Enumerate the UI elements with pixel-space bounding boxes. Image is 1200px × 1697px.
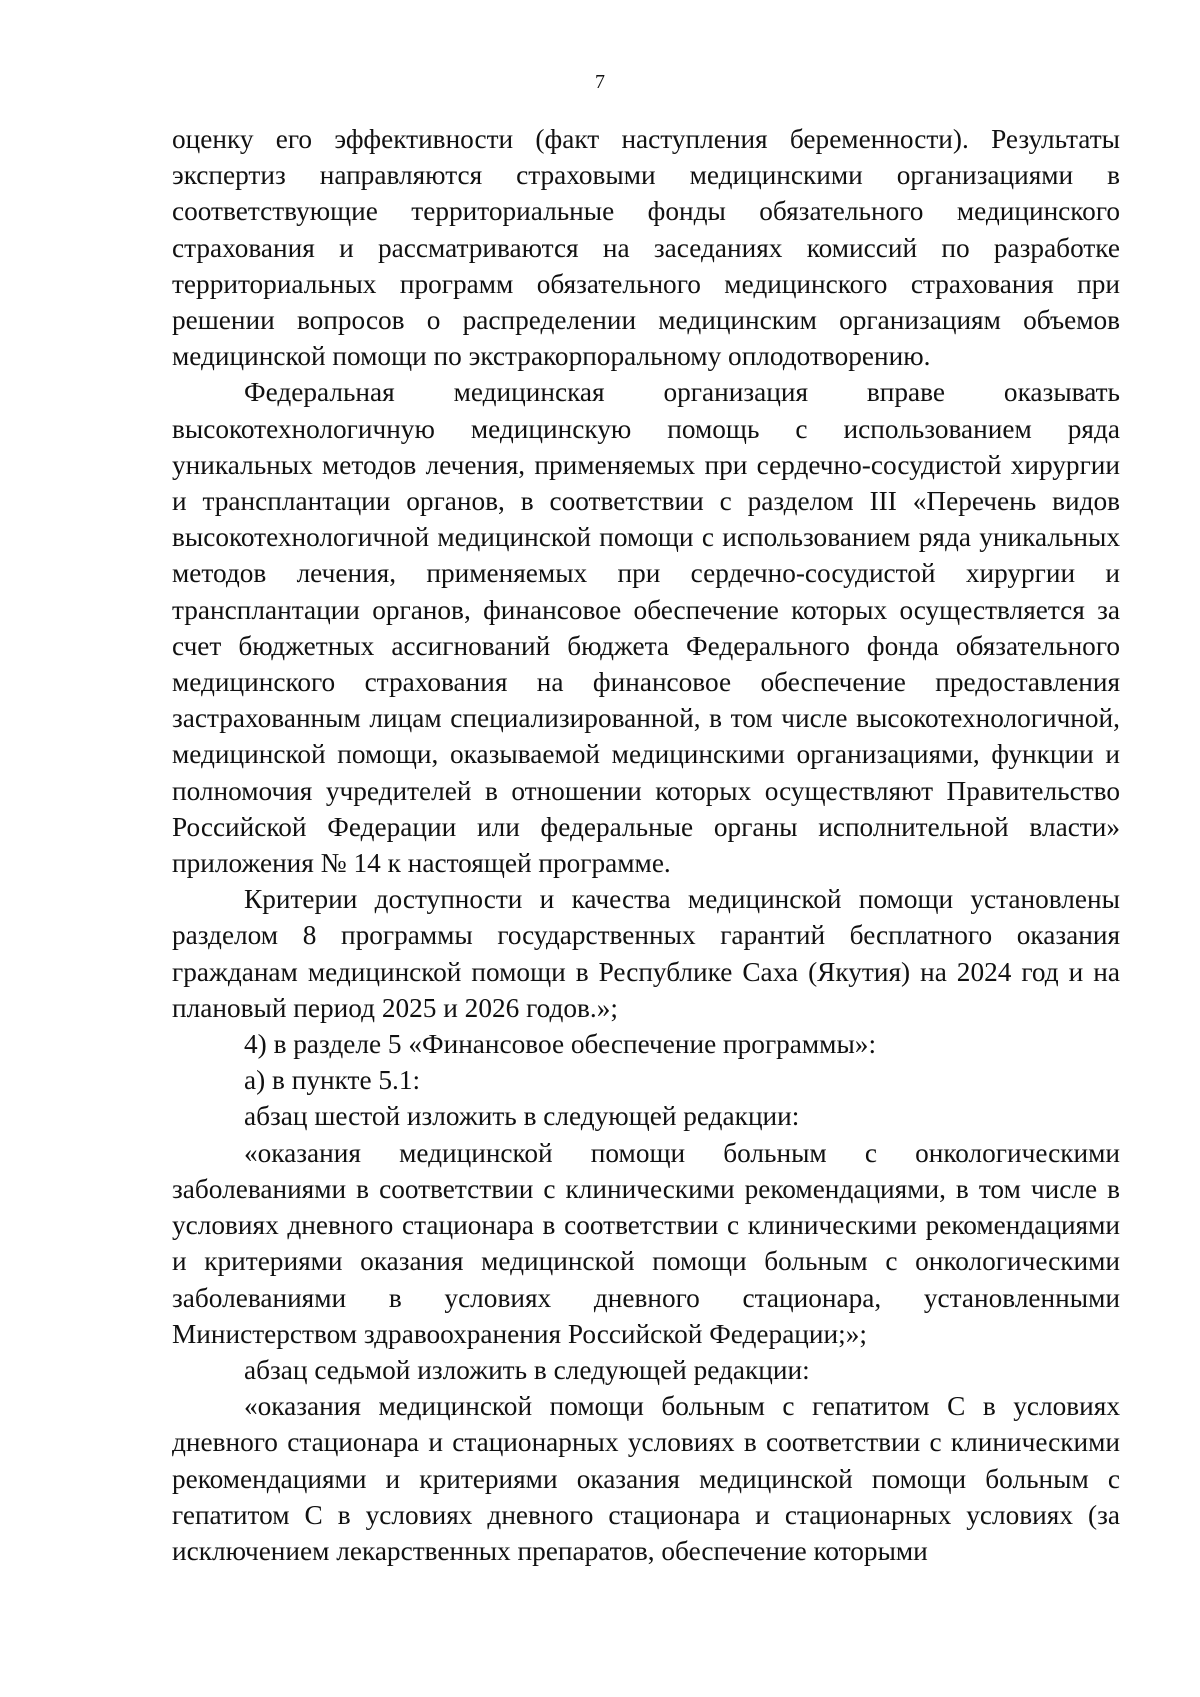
paragraph-hepatitis: «оказания медицинской помощи больным с гепатитом С в условиях дневного стационара и стационарных условиях в соответствии с клиническими рекомендациями и критериями оказания медицинской помощи больным с гепатитом С в условиях дневного стационара и стационарных условиях (за исключением лекарственных препаратов, обеспечение которыми xyxy=(172,1391,1120,1566)
paragraph-point-5-1: а) в пункте 5.1: xyxy=(244,1065,421,1096)
paragraph-criteria: Критерии доступности и качества медицинской помощи установлены разделом 8 программы государственных гарантий бесплатного оказания гражданам медицинской помощи в Республике Саха (Якутия) на 2024 год и на плановый период 2025 и 2026 годов.»; xyxy=(172,884,1120,1023)
document-body xyxy=(172,121,1120,1569)
paragraph-ivf-expertise: оценку его эффективности (факт наступления беременности). Результаты экспертиз направляются страховыми медицинскими организациями в соответствующие территориальные фонды обязательного медицинского страхования и рассматриваются на заседаниях комиссий по разработке территориальных программ обязательного медицинского страхования при решении вопросов о распределении медицинским организациям объемов медицинской помощи по экстракорпоральному оплодотворению. xyxy=(172,124,1120,372)
page-number: 7 xyxy=(595,71,605,93)
paragraph-seventh-abzac-heading: абзац седьмой изложить в следующей редакции: xyxy=(244,1354,810,1385)
paragraph-federal-organization: Федеральная медицинская организация вправе оказывать высокотехнологичную медицинскую помощь с использованием ряда уникальных методов лечения, применяемых при сердечно-сосудистой хирургии и трансплантации органов, в соответствии с разделом III «Перечень видов высокотехнологичной медицинской помощи с использованием ряда уникальных методов лечения, применяемых при сердечно-сосудистой хирургии и трансплантации органов, финансовое обеспечение которых осуществляется за счет бюджетных ассигнований бюджета Федерального фонда обязательного медицинского страхования на финансовое обеспечение предоставления застрахованным лицам специализированной, в том числе высокотехнологичной, медицинской помощи, оказываемой медицинскими организациями, функции и полномочия учредителей в отношении которых осуществляют Правительство Российской Федерации или федеральные органы исполнительной власти» приложения № 14 к настоящей программе. xyxy=(172,377,1120,879)
paragraph-sixth-abzac-heading: абзац шестой изложить в следующей редакции: xyxy=(244,1101,800,1132)
paragraph-section-5: 4) в разделе 5 «Финансовое обеспечение программы»: xyxy=(244,1029,877,1060)
paragraph-oncology: «оказания медицинской помощи больным с онкологическими заболеваниями в соответствии с клиническими рекомендациями, в том числе в условиях дневного стационара в соответствии с клиническими рекомендациями и критериями оказания медицинской помощи больным с онкологическими заболеваниями в условиях дневного стационара, установленными Министерством здравоохранения Российской Федерации;»; xyxy=(172,1137,1120,1349)
